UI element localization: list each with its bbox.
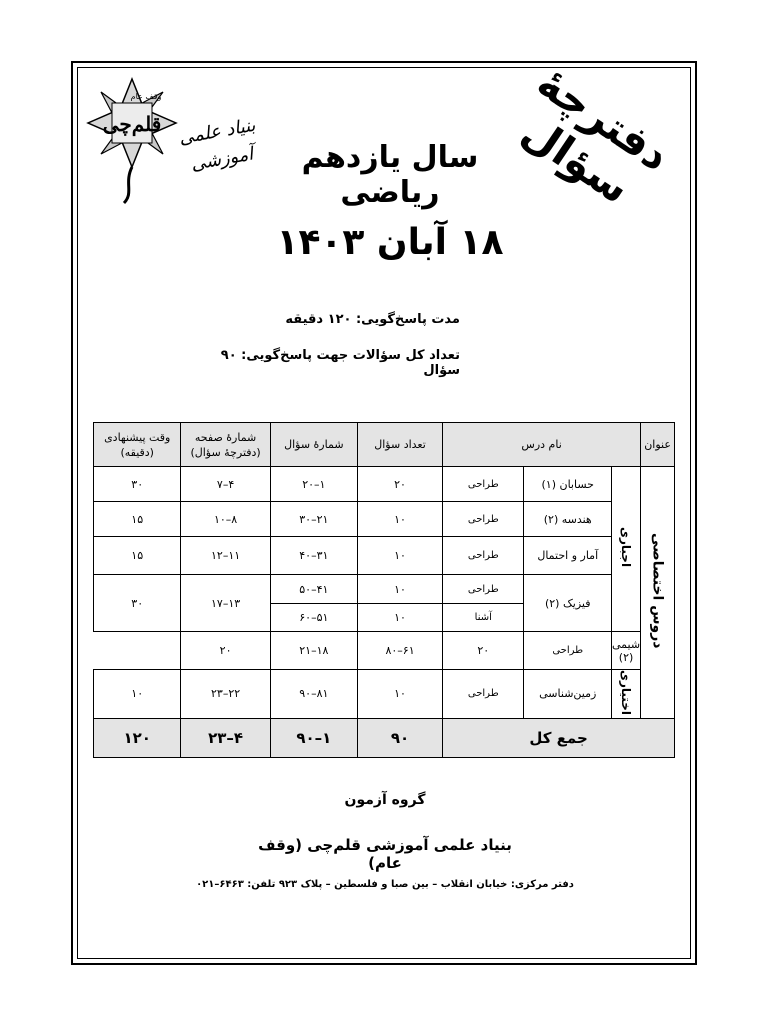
organization-name: بنیاد علمی آموزشی قلم‌چی (وقف عام) [258, 836, 512, 872]
type-cell: طراحی [443, 537, 524, 575]
count-cell: ۲۰ [357, 467, 442, 502]
qnums-cell: ۸۱–۹۰ [270, 670, 357, 719]
total-count: ۹۰ [357, 718, 442, 757]
type-cell: طراحی [524, 632, 612, 670]
qnums-cell: ۶۱–۸۰ [357, 632, 442, 670]
header-category: عنوان [641, 423, 675, 467]
qnums-cell: ۲۱–۳۰ [270, 502, 357, 537]
count-cell: ۱۰ [357, 604, 442, 632]
count-cell: ۱۰ [357, 537, 442, 575]
type-cell: آشنا [443, 604, 524, 632]
group-required-cell [612, 467, 641, 632]
time-cell: ۱۵ [94, 537, 181, 575]
schedule-table [93, 422, 675, 758]
time-cell: ۳۰ [94, 575, 181, 632]
group-required-label: اجباری [619, 527, 634, 568]
answer-duration: مدت پاسخ‌گویی: ۱۲۰ دقیقه [285, 312, 460, 327]
subject-cell: فیزیک (۲) [524, 575, 612, 632]
exam-group: گروه آزمون [344, 792, 426, 808]
subject-cell: هندسه (۲) [524, 502, 612, 537]
time-cell: ۳۰ [94, 467, 181, 502]
count-cell: ۱۰ [357, 502, 442, 537]
time-cell: ۲۰ [181, 632, 270, 670]
type-cell: طراحی [443, 670, 524, 719]
pages-cell: ۴–۷ [181, 467, 270, 502]
header-time [94, 423, 181, 467]
category-cell [641, 467, 675, 719]
qnums-cell: ۳۱–۴۰ [270, 537, 357, 575]
logo-tag: وقف عام [130, 92, 162, 101]
header-page-numbers-line2: (دفترچهٔ سؤال) [190, 445, 261, 459]
category-label: دروس اختصاصی [649, 533, 666, 649]
office-address: دفتر مرکزی: خیابان انقلاب – بین صبا و فلسطین – پلاک ۹۲۳ تلفن: ۶۴۶۳–۰۲۱ [196, 879, 574, 890]
table-row [94, 502, 675, 537]
subject-cell: زمین‌شناسی [524, 670, 612, 719]
subject-cell: شیمی (۲) [612, 632, 641, 670]
table-row [94, 670, 675, 719]
table-row [94, 537, 675, 575]
total-time: ۱۲۰ [94, 718, 181, 757]
total-row [94, 718, 675, 757]
table-row [94, 467, 675, 502]
table-row [94, 575, 675, 604]
count-cell: ۱۰ [357, 575, 442, 604]
header-subject: نام درس [443, 423, 641, 467]
total-questions: تعداد کل سؤالات جهت پاسخ‌گویی: ۹۰ سؤال [220, 348, 460, 378]
group-optional-cell [612, 670, 641, 719]
group-optional-label: اختیاری [619, 670, 634, 715]
booklet-stamp: دفترچهٔ سؤال [513, 57, 679, 214]
count-cell: ۲۰ [443, 632, 524, 670]
type-cell: طراحی [443, 467, 524, 502]
pages-cell: ۱۳–۱۷ [181, 575, 270, 632]
type-cell: طراحی [443, 575, 524, 604]
pages-cell: ۲۲–۲۳ [181, 670, 270, 719]
time-cell: ۱۰ [94, 670, 181, 719]
qnums-cell: ۴۱–۵۰ [270, 575, 357, 604]
pages-cell: ۱۸–۲۱ [270, 632, 357, 670]
subject-cell: آمار و احتمال [524, 537, 612, 575]
pages-cell: ۸–۱۰ [181, 502, 270, 537]
time-cell: ۱۵ [94, 502, 181, 537]
logo-text: قلم‌چی [102, 112, 162, 136]
header-time-line2: (دقیقه) [120, 445, 154, 459]
total-label: جمع کل [443, 718, 675, 757]
header-question-numbers: شمارهٔ سؤال [270, 423, 357, 467]
header-page-numbers-line1: شمارهٔ صفحه [194, 430, 257, 444]
subject-cell: حسابان (۱) [524, 467, 612, 502]
type-cell: طراحی [443, 502, 524, 537]
qnums-cell: ۱–۲۰ [270, 467, 357, 502]
foundation-name-script: بنیاد علمی آموزشی [177, 114, 257, 176]
qnums-cell: ۵۱–۶۰ [270, 604, 357, 632]
table-row [94, 632, 675, 670]
table-header-row [94, 423, 675, 467]
total-pages: ۴–۲۳ [181, 718, 270, 757]
header-page-numbers [181, 423, 270, 467]
pages-cell: ۱۱–۱۲ [181, 537, 270, 575]
exam-title: سال یازدهم ریاضی [301, 140, 479, 210]
total-qnums: ۱–۹۰ [270, 718, 357, 757]
count-cell: ۱۰ [357, 670, 442, 719]
exam-date: ۱۸ آبان ۱۴۰۳ [276, 222, 504, 263]
header-count: تعداد سؤال [357, 423, 442, 467]
header-time-line1: وقت پیشنهادی [104, 430, 171, 444]
